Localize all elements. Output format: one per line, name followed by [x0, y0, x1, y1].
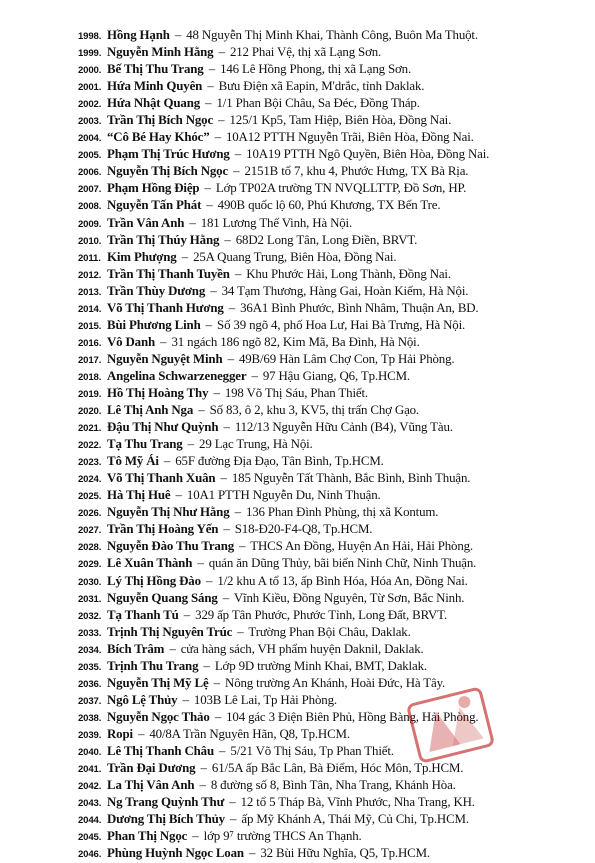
entry-number: 2025. [78, 491, 102, 503]
entry-address: 1/1 Phan Bội Châu, Sa Đéc, Đồng Tháp. [216, 96, 420, 111]
list-item [78, 794, 593, 811]
entry-address: 10A12 PTTH Nguyễn Trãi, Biên Hòa, Đồng Nai. [225, 130, 474, 145]
list-item [78, 385, 593, 402]
entry-separator: – [220, 471, 227, 486]
entry-separator: – [160, 334, 167, 349]
entry-separator: – [203, 658, 210, 673]
list-item [78, 453, 593, 470]
list-item [78, 709, 593, 726]
list-item [78, 811, 593, 828]
entry-name: Trần Thị Hoàng Yến [107, 522, 219, 537]
entry-name: Dương Thị Bích Thủy [107, 812, 225, 827]
entry-separator: – [192, 829, 199, 844]
entry-separator: – [214, 709, 222, 724]
entry-name: Kim Phượng [107, 249, 177, 264]
entry-separator: – [229, 795, 236, 810]
list-item [78, 300, 593, 317]
entry-name: Phùng Huỳnh Ngọc Loan [107, 846, 244, 861]
list-item [78, 334, 593, 351]
list-item [78, 317, 593, 334]
entry-name: Trần Vân Anh [107, 215, 185, 230]
entry-name: Hà Thị Huê [107, 488, 171, 503]
entry-address: THCS An Đồng, Huyện An Hải, Hải Phòng. [250, 539, 473, 554]
entry-separator: – [175, 488, 182, 503]
entry-separator: – [223, 420, 230, 435]
entry-name: Hồng Hạnh [107, 28, 170, 42]
entry-name: Nguyễn Thị Như Hằng [107, 505, 230, 520]
entry-number: 2018. [78, 371, 102, 383]
list-item [78, 163, 593, 180]
entry-number: 2036. [78, 678, 102, 690]
entry-name: Trịnh Thu Trang [107, 658, 199, 673]
entry-separator: – [213, 675, 220, 690]
entry-number: 2030. [78, 576, 102, 588]
entry-number: 2003. [78, 116, 102, 128]
entry-number: 2014. [78, 303, 102, 315]
entry-address: 181 Lương Thế Vinh, Hà Nội. [200, 215, 353, 230]
entry-number: 2013. [78, 286, 102, 298]
entry-separator: – [223, 522, 230, 537]
list-item [78, 78, 593, 95]
entry-address: 49B/69 Hàn Lâm Chợ Con, Tp Hải Phòng. [238, 351, 455, 366]
list-item [78, 828, 593, 845]
entry-separator: – [205, 96, 212, 111]
entry-number: 2021. [78, 423, 102, 435]
entry-name: Phạm Thị Trúc Hương [107, 147, 230, 162]
entry-name: Bế Thị Thu Trang [107, 62, 204, 77]
entry-name: Trần Đại Dương [107, 761, 196, 776]
list-item [78, 180, 593, 197]
list-item [78, 436, 593, 453]
entry-separator: – [183, 607, 191, 622]
entry-number: 2019. [78, 388, 102, 400]
entry-address: 10A19 PTTH Ngô Quyền, Biên Hòa, Đồng Nai. [246, 147, 490, 162]
entry-address: Số 83, ô 2, khu 3, KV5, thị trấn Chợ Gạo. [209, 403, 420, 418]
entry-name: Ng Trang Quỳnh Thư [107, 795, 225, 810]
entry-number: 2033. [78, 627, 102, 639]
entry-address: 65F đường Địa Đạo, Tân Bình, Tp.HCM. [175, 454, 384, 469]
entry-address: lớp 9⁷ trường THCS An Thạnh. [203, 829, 362, 844]
entry-separator: – [237, 624, 244, 639]
entry-address: Nông trường An Khánh, Hoài Đức, Hà Tây. [225, 675, 446, 690]
list-item [78, 555, 593, 572]
entry-separator: – [198, 403, 205, 418]
entry-address: Số 39 ngõ 4, phố Hoa Lư, Hai Bà Trưng, Hà Nội. [217, 317, 466, 332]
list-item [78, 521, 593, 538]
list-item [78, 845, 593, 862]
entry-name: Trần Thị Bích Ngọc [107, 113, 214, 128]
entry-name: Ropi [107, 726, 133, 741]
entry-address: 61/5A ấp Bắc Lân, Bà Điểm, Hóc Môn, Tp.HCM. [211, 761, 464, 776]
entry-separator: – [206, 198, 213, 213]
list-item [78, 692, 593, 709]
entry-number: 2044. [78, 815, 102, 827]
entry-number: 2032. [78, 610, 102, 622]
entry-number: 2002. [78, 99, 102, 111]
entry-number: 2035. [78, 661, 102, 673]
entry-number: 2037. [78, 695, 102, 707]
list-item [78, 283, 593, 300]
list-item [78, 351, 593, 368]
entry-name: Đậu Thị Như Quỳnh [107, 420, 219, 435]
entry-name: Vô Danh [107, 334, 156, 349]
entry-name: Phạm Hồng Điệp [107, 181, 200, 196]
list-item [78, 197, 593, 214]
entry-separator: – [208, 62, 215, 77]
entry-address: 68D2 Long Tân, Long Điền, BRVT. [235, 232, 418, 247]
entry-name: “Cô Bé Hay Khóc” [107, 130, 210, 145]
entry-number: 2046. [78, 849, 102, 861]
entry-name: Bùi Phương Linh [107, 317, 201, 332]
entry-separator: – [248, 846, 256, 861]
entry-address: Lớp TP02A trường TN NVQLLTTP, Đồ Sơn, HP. [215, 181, 467, 196]
entry-name: La Thị Vân Anh [107, 778, 195, 793]
entry-number: 2041. [78, 764, 102, 776]
entry-name: Tạ Thanh Tú [107, 607, 179, 622]
entry-number: 2007. [78, 184, 102, 196]
list-item [78, 266, 593, 283]
entry-address: Khu Phước Hải, Long Thành, Đồng Nai. [246, 266, 451, 281]
entry-number: 2001. [78, 82, 102, 94]
entry-separator: – [200, 761, 207, 776]
list-item [78, 112, 593, 129]
entry-number: 2004. [78, 133, 102, 145]
entry-number: 2034. [78, 644, 102, 656]
entry-number: 2005. [78, 150, 102, 162]
entry-number: 2027. [78, 525, 102, 537]
entry-separator: – [219, 743, 226, 758]
entry-separator: – [210, 283, 217, 298]
entry-address: 29 Lạc Trung, Hà Nội. [199, 437, 313, 452]
list-item [78, 504, 593, 521]
entry-name: Nguyễn Thị Mỹ Lệ [107, 675, 209, 690]
list-item [78, 641, 593, 658]
entry-address: 146 Lê Hồng Phong, thị xã Lạng Sơn. [220, 62, 412, 77]
entry-number: 2022. [78, 440, 102, 452]
entry-number: 2000. [78, 65, 102, 77]
entry-address: 136 Phan Đình Phùng, thị xã Kontum. [245, 505, 439, 520]
entry-separator: – [214, 130, 221, 145]
entry-name: Trần Thị Thúy Hằng [107, 232, 220, 247]
entry-separator: – [199, 778, 206, 793]
entry-name: Lý Thị Hồng Đào [107, 573, 201, 588]
entry-address: 10A1 PTTH Nguyễn Du, Ninh Thuận. [186, 488, 381, 503]
list-item [78, 726, 593, 743]
entry-name: Võ Thị Thanh Hương [107, 300, 224, 315]
list-item [78, 470, 593, 487]
entry-address: 12 tổ 5 Tháp Bà, Vĩnh Phước, Nha Trang, KH. [240, 795, 475, 810]
entry-address: 32 Bùi Hữu Nghĩa, Q5, Tp.HCM. [260, 846, 430, 861]
entry-address: ấp Mỹ Khánh A, Thái Mỹ, Củ Chi, Tp.HCM. [241, 812, 469, 827]
entry-separator: – [181, 249, 188, 264]
entry-address: 2151B tổ 7, khu 4, Phước Hưng, TX Bà Rịa. [244, 164, 469, 179]
list-item [78, 368, 593, 385]
entry-name: Tô Mỹ Ái [107, 454, 159, 469]
entry-separator: – [218, 45, 225, 60]
entry-number: 2012. [78, 269, 102, 281]
entry-address: 198 Võ Thị Sáu, Phan Thiết. [224, 385, 368, 400]
list-item [78, 419, 593, 436]
entry-address: 48 Nguyễn Thị Minh Khai, Thành Công, Buôn Ma Thuột. [186, 28, 478, 42]
entry-separator: – [204, 181, 211, 196]
entry-separator: – [205, 573, 213, 588]
entry-number: 2028. [78, 542, 102, 554]
entry-address: 40/8A Trần Nguyên Hãn, Q8, Tp.HCM. [149, 726, 350, 741]
entry-name: Lê Xuân Thành [107, 556, 193, 571]
entry-name: Phan Thị Ngọc [107, 829, 188, 844]
entry-number: 2039. [78, 729, 102, 741]
entry-name: Nguyễn Đào Thu Trang [107, 539, 235, 554]
entry-address: 104 gác 3 Điện Biên Phủ, Hồng Bàng, Hải Phòng. [226, 709, 479, 724]
entry-number: 2042. [78, 781, 102, 793]
entry-separator: – [227, 351, 234, 366]
entry-number: 2040. [78, 746, 102, 758]
entry-number: 2006. [78, 167, 102, 179]
entry-number: 2031. [78, 593, 102, 605]
entry-address: 212 Phai Vệ, thị xã Lạng Sơn. [229, 45, 382, 60]
entry-address: Bưu Điện xã Eapin, M'drắc, tỉnh Daklak. [218, 79, 425, 94]
entry-name: Nguyễn Ngọc Thảo [107, 709, 210, 724]
list-item [78, 95, 593, 112]
list-item [78, 232, 593, 249]
entry-address: 5/21 Võ Thị Sáu, Tp Phan Thiết. [230, 743, 394, 758]
entry-number: 1998. [78, 31, 102, 42]
entry-separator: – [228, 300, 236, 315]
entry-separator: – [233, 164, 240, 179]
entry-number: 2010. [78, 235, 102, 247]
entry-separator: – [239, 539, 246, 554]
entry-name: Nguyễn Tấn Phát [107, 198, 202, 213]
entry-separator: – [218, 113, 225, 128]
list-item [78, 146, 593, 163]
entry-name: Nguyễn Thị Bích Ngọc [107, 164, 229, 179]
list-item [78, 129, 593, 146]
entry-number: 1999. [78, 48, 102, 60]
entry-separator: – [251, 368, 258, 383]
entry-name: Bích Trâm [107, 641, 165, 656]
entry-separator: – [197, 556, 204, 571]
entry-separator: – [234, 266, 242, 281]
entry-address: 97 Hậu Giang, Q6, Tp.HCM. [262, 368, 410, 383]
entry-separator: – [189, 215, 196, 230]
entry-separator: – [137, 726, 145, 741]
entry-separator: – [234, 505, 241, 520]
entry-number: 2015. [78, 320, 102, 332]
entry-name: Trần Thị Thanh Tuyền [107, 266, 230, 281]
entry-number: 2016. [78, 337, 102, 349]
entry-address: Lớp 9D trường Minh Khai, BMT, Daklak. [214, 658, 427, 673]
entry-separator: – [182, 692, 189, 707]
entry-number: 2024. [78, 474, 102, 486]
entry-address: cửa hàng sách, VH phẩm huyện Daknil, Daklak. [180, 641, 424, 656]
entry-name: Ngô Lệ Thủy [107, 692, 178, 707]
entry-number: 2008. [78, 201, 102, 213]
entry-number: 2017. [78, 354, 102, 366]
list-item [78, 215, 593, 232]
list-item [78, 487, 593, 504]
entry-separator: – [207, 79, 214, 94]
entry-name: Trần Thùy Dương [107, 283, 206, 298]
list-item [78, 658, 593, 675]
entry-address: 8 đường số 8, Bình Tân, Nha Trang, Khánh Hòa. [210, 778, 456, 793]
entry-name: Lê Thị Anh Nga [107, 403, 194, 418]
list-item [78, 249, 593, 266]
entry-separator: – [224, 232, 231, 247]
entry-number: 2045. [78, 832, 102, 844]
list-item [78, 590, 593, 607]
entry-separator: – [163, 454, 171, 469]
entry-number: 2038. [78, 712, 102, 724]
list-item [78, 538, 593, 555]
list-item [78, 27, 593, 44]
entry-address: 36A1 Bình Phước, Bình Nhâm, Thuận An, BD. [240, 300, 479, 315]
entry-name: Nguyễn Quang Sáng [107, 590, 218, 605]
entry-number: 2023. [78, 457, 102, 469]
entry-address: 112/13 Nguyễn Hữu Cảnh (B4), Vũng Tàu. [234, 420, 453, 435]
entry-address: quán ăn Dũng Thủy, bãi biển Ninh Chữ, Ninh Thuận. [208, 556, 477, 571]
entry-name: Hồ Thị Hoàng Thy [107, 385, 209, 400]
entry-address: 34 Tạm Thương, Hàng Gai, Hoàn Kiếm, Hà Nội. [221, 283, 469, 298]
entry-separator: – [230, 812, 237, 827]
entry-number: 2026. [78, 508, 102, 520]
entry-number: 2011. [78, 252, 101, 264]
list-item [78, 777, 593, 794]
list-item [78, 624, 593, 641]
list-item [78, 607, 593, 624]
entry-separator: – [205, 317, 212, 332]
entry-separator: – [213, 385, 220, 400]
list-item [78, 573, 593, 590]
list-item [78, 44, 593, 61]
list-item [78, 760, 593, 777]
entry-address: Vĩnh Kiều, Đồng Nguyên, Từ Sơn, Bắc Ninh. [233, 590, 465, 605]
entry-name: Nguyễn Minh Hằng [107, 45, 214, 60]
entry-name: Tạ Thu Trang [107, 437, 183, 452]
entry-address: 25A Quang Trung, Biên Hòa, Đồng Nai. [193, 249, 397, 264]
entry-name: Võ Thị Thanh Xuân [107, 471, 216, 486]
entry-number: 2043. [78, 798, 102, 810]
entry-address: S18-Đ20-F4-Q8, Tp.HCM. [234, 522, 373, 537]
list-item [78, 675, 593, 692]
entry-name: Hứa Nhật Quang [107, 96, 201, 111]
entry-address: 1/2 khu A tổ 13, ấp Bình Hóa, Hóa An, Đồng Nai. [217, 573, 468, 588]
list-item [78, 743, 593, 760]
entry-address: 329 ấp Tân Phước, Phước Tỉnh, Long Đất, BRVT. [195, 607, 447, 622]
entry-separator: – [174, 28, 182, 42]
entry-name: Nguyễn Nguyệt Minh [107, 351, 223, 366]
entry-number: 2020. [78, 406, 102, 418]
entry-name: Hứa Minh Quyên [107, 79, 203, 94]
entry-name: Angelina Schwarzenegger [107, 368, 247, 383]
entry-address: Trường Phan Bội Châu, Daklak. [248, 624, 411, 639]
entry-address: 125/1 Kp5, Tam Hiệp, Biên Hòa, Đồng Nai. [229, 113, 452, 128]
entry-name: Trịnh Thị Nguyên Trúc [107, 624, 233, 639]
list-item [78, 402, 593, 419]
entry-address: 103B Lê Lai, Tp Hải Phòng. [193, 692, 337, 707]
entry-number: 2029. [78, 559, 102, 571]
entry-number: 2009. [78, 218, 102, 230]
entry-separator: – [169, 641, 176, 656]
entry-address: 490B quốc lộ 60, Phú Khương, TX Bến Tre. [217, 198, 441, 213]
entry-address: 185 Nguyễn Tất Thành, Bắc Bình, Bình Thuận. [231, 471, 471, 486]
entry-separator: – [234, 147, 242, 162]
entry-address: 31 ngách 186 ngõ 82, Kim Mã, Ba Đình, Hà Nội. [171, 334, 420, 349]
entry-separator: – [222, 590, 230, 605]
entry-separator: – [187, 437, 194, 452]
entry-name: Lê Thị Thanh Châu [107, 743, 214, 758]
list-item [78, 61, 593, 78]
address-list [78, 27, 593, 862]
